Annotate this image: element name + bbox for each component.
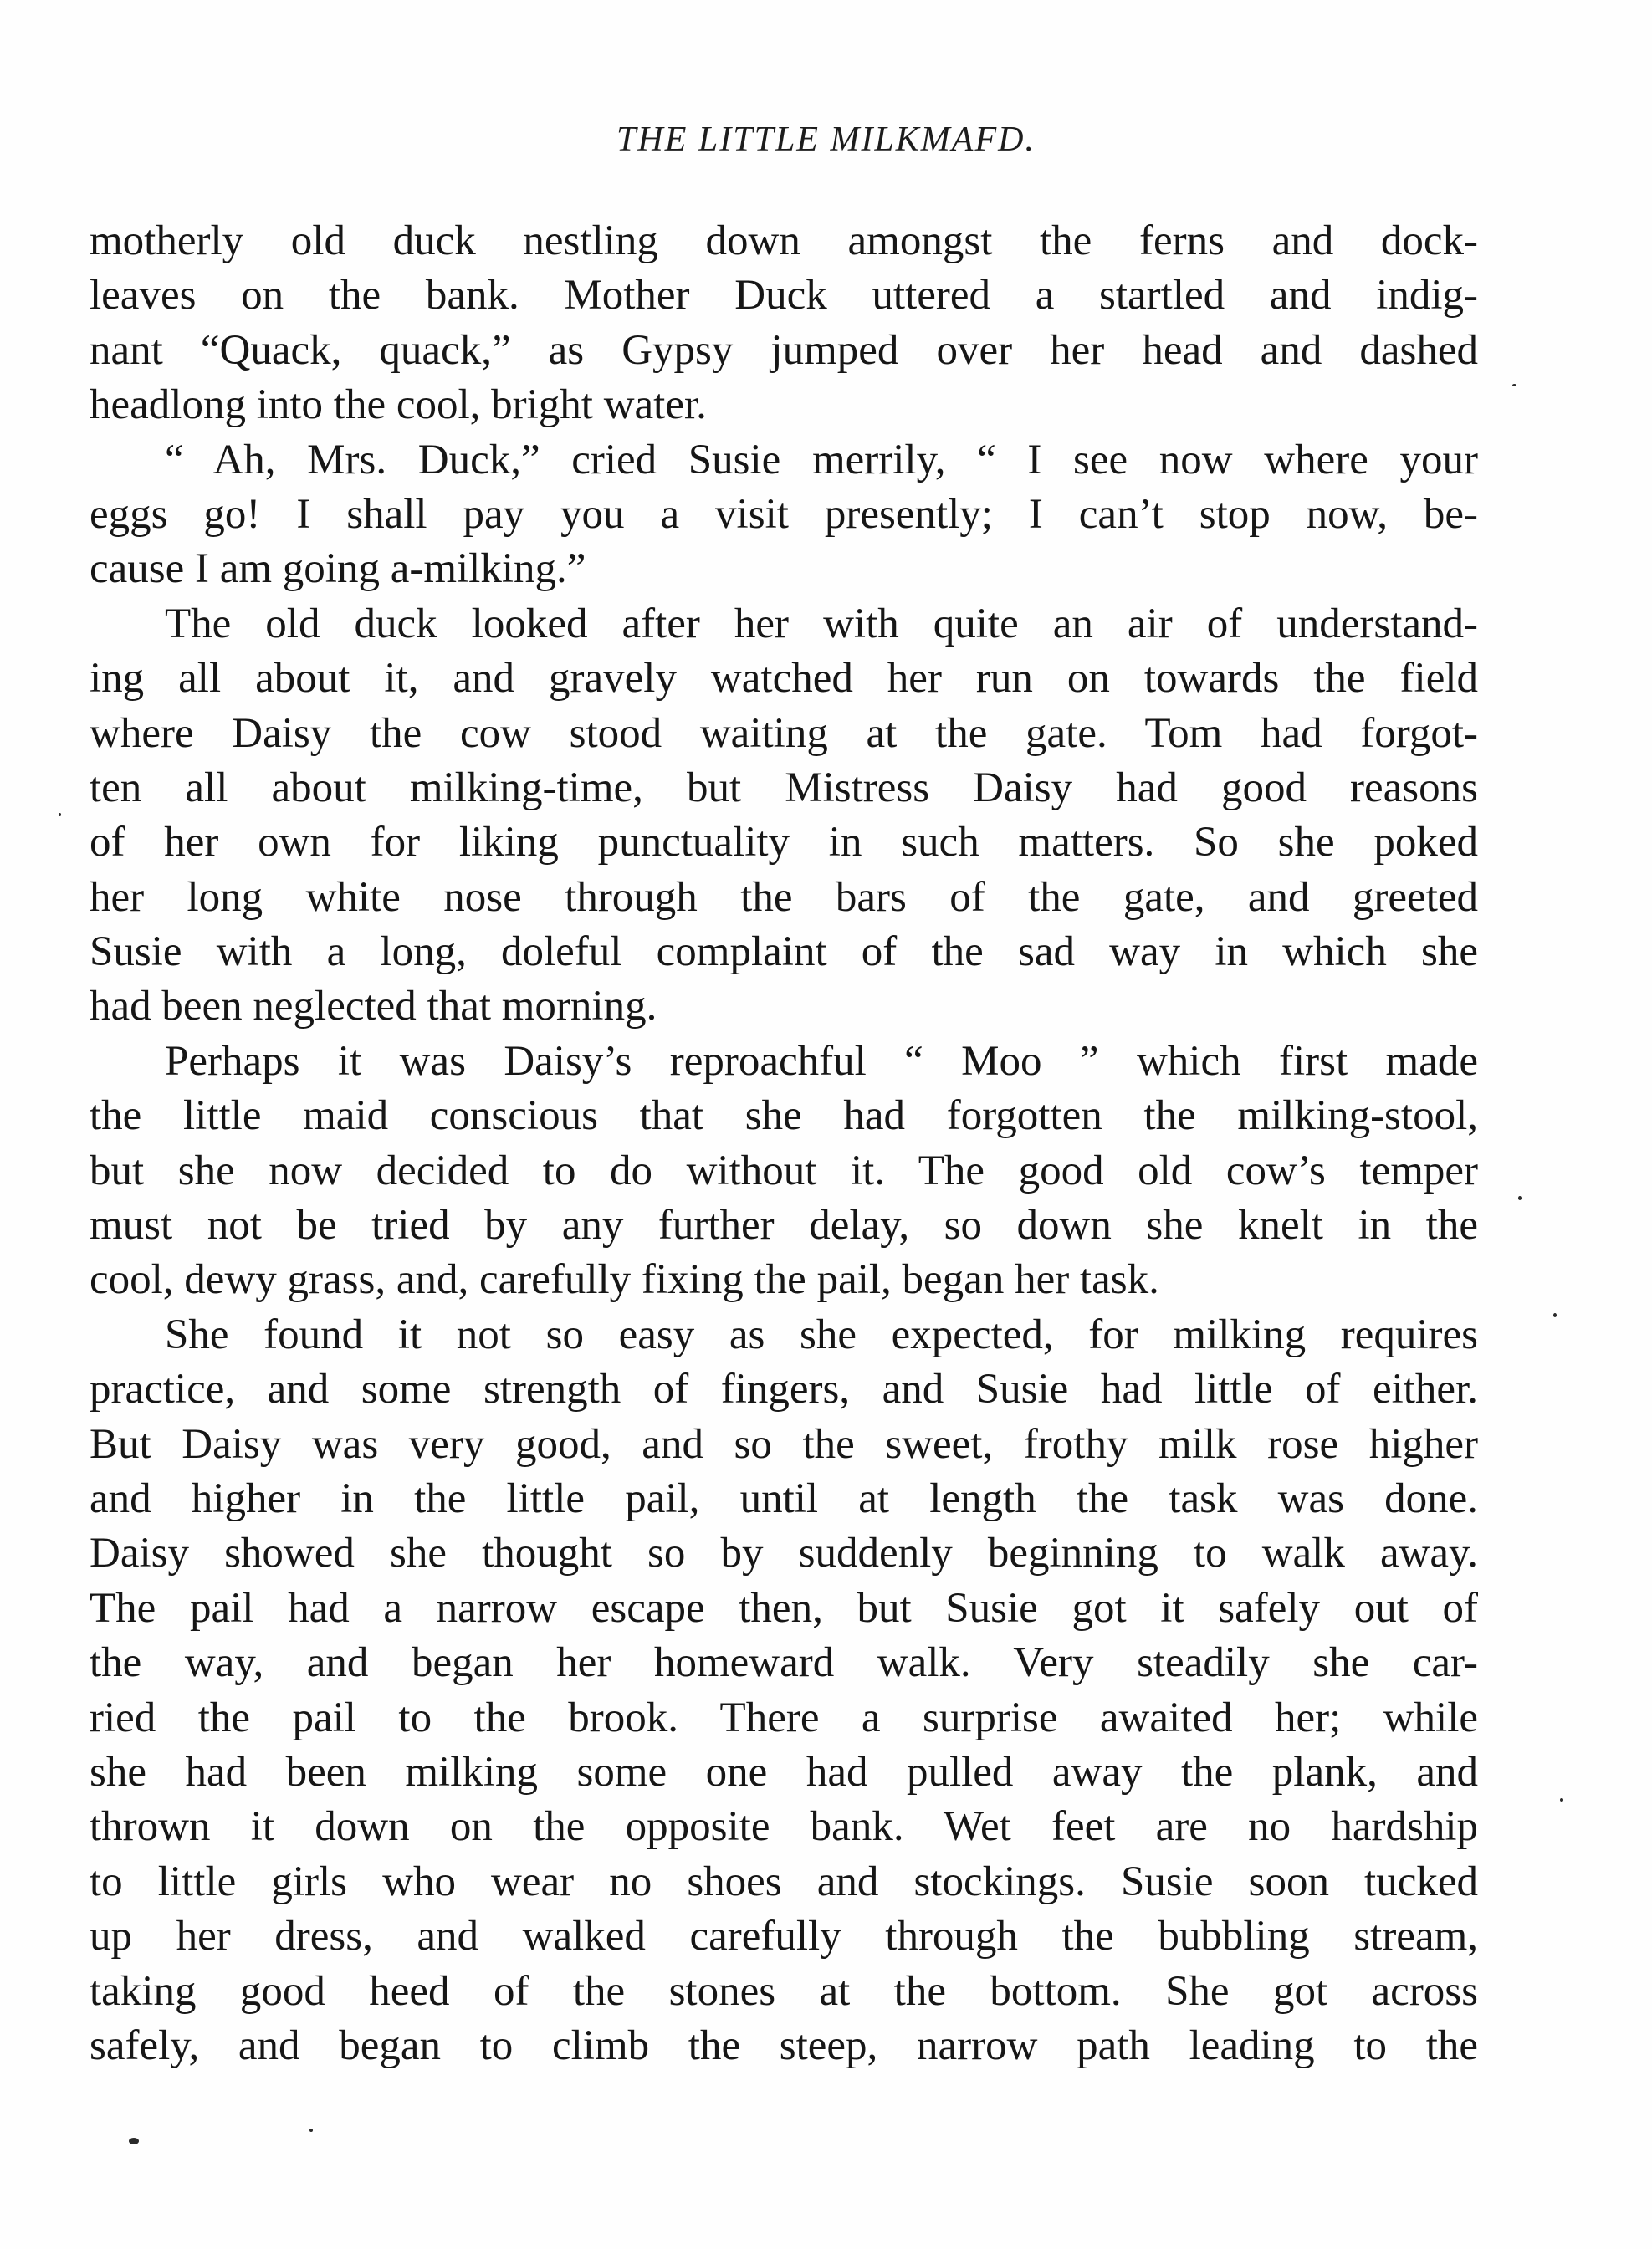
text-line: she had been milking some one had pulled away the plank, and (90, 1748, 1478, 1796)
text-line: where Daisy the cow stood waiting at the gate. Tom had forgot- (90, 709, 1478, 757)
text-line: ried the pail to the brook. There a surprise awaited her; while (90, 1694, 1478, 1741)
text-line: Perhaps it was Daisy’s reproachful “ Moo ” which first made (165, 1037, 1478, 1085)
text-line: to little girls who wear no shoes and stockings. Susie soon tucked (90, 1858, 1478, 1905)
text-line: the way, and began her homeward walk. Very steadily she car- (90, 1639, 1478, 1687)
text-line: ing all about it, and gravely watched her run on towards the field (90, 655, 1478, 703)
text-line: leaves on the bank. Mother Duck uttered a startled and indig- (90, 272, 1478, 319)
text-line: Daisy showed she thought so by suddenly beginning to walk away. (90, 1530, 1478, 1577)
text-line: The pail had a narrow escape then, but Susie got it safely out of (90, 1584, 1478, 1632)
text-line: eggs go! I shall pay you a visit presently; I can’t stop now, be- (90, 490, 1478, 538)
text-line: “ Ah, Mrs. Duck,” cried Susie merrily, “ I see now where your (165, 436, 1478, 483)
text-line: of her own for liking punctuality in such matters. So she poked (90, 819, 1478, 866)
print-speck (1518, 1196, 1522, 1200)
print-speck (129, 2138, 139, 2144)
text-line: must not be tried by any further delay, so down she knelt in the (90, 1202, 1478, 1250)
running-head: THE LITTLE MILKMAFD. (616, 120, 1036, 159)
text-line: headlong into the cool, bright water. (90, 381, 707, 429)
text-line: taking good heed of the stones at the bottom. She got across (90, 1967, 1478, 2015)
text-line: ten all about milking-time, but Mistress Daisy had good reasons (90, 764, 1478, 811)
body-text (90, 214, 1478, 2073)
print-speck (1553, 1313, 1557, 1317)
text-line: Susie with a long, doleful complaint of the sad way in which she (90, 928, 1478, 976)
text-line: But Daisy was very good, and so the sweet, frothy milk rose higher (90, 1420, 1478, 1468)
print-speck (309, 2129, 313, 2132)
print-speck (59, 813, 61, 816)
text-line: thrown it down on the opposite bank. Wet feet are no hardship (90, 1803, 1478, 1851)
text-line: cause I am going a-milking.” (90, 545, 586, 593)
text-line: She found it not so easy as she expected, for milking requires (165, 1311, 1478, 1358)
text-line: but she now decided to do without it. The good old cow’s temper (90, 1147, 1478, 1194)
print-speck (1560, 1798, 1563, 1802)
text-line: cool, dewy grass, and, carefully fixing the pail, began her task. (90, 1256, 1159, 1304)
text-line: the little maid conscious that she had forgotten the milking-stool, (90, 1092, 1478, 1140)
text-line: up her dress, and walked carefully through the bubbling stream, (90, 1913, 1478, 1960)
text-line: safely, and began to climb the steep, narrow path leading to the (90, 2022, 1478, 2069)
text-line: practice, and some strength of fingers, and Susie had little of either. (90, 1366, 1478, 1413)
text-line: motherly old duck nestling down amongst the ferns and dock- (90, 217, 1478, 264)
text-line: her long white nose through the bars of the gate, and greeted (90, 873, 1478, 921)
text-line: The old duck looked after her with quite an air of understand- (165, 600, 1478, 647)
print-speck (1512, 384, 1516, 386)
text-line: had been neglected that morning. (90, 983, 657, 1030)
text-line: nant “Quack, quack,” as Gypsy jumped over her head and dashed (90, 326, 1478, 374)
text-line: and higher in the little pail, until at length the task was done. (90, 1475, 1478, 1522)
